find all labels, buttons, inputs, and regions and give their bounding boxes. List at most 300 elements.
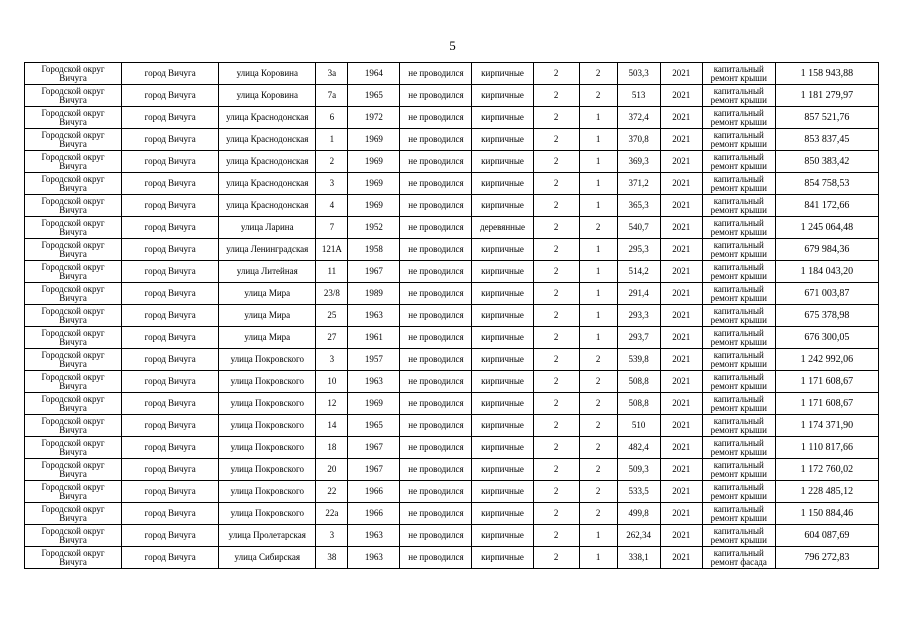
build-year-cell: 1966 [348,481,400,503]
entrances-cell: 2 [579,85,617,107]
wall-material-cell: деревянные [472,217,533,239]
area-cell: 293,7 [617,327,660,349]
district-cell: Городской округ Вичуга [25,129,122,151]
city-cell: город Вичуга [122,63,219,85]
work-type-cell: капитальный ремонт крыши [702,129,775,151]
house-number-cell: 38 [316,547,348,569]
area-cell: 293,3 [617,305,660,327]
build-year-cell: 1969 [348,151,400,173]
build-year-cell: 1963 [348,371,400,393]
cost-cell: 1 245 064,48 [775,217,878,239]
privatization-cell: не проводился [400,437,472,459]
build-year-cell: 1957 [348,349,400,371]
street-cell: улица Покровского [219,481,316,503]
area-cell: 513 [617,85,660,107]
entrances-cell: 1 [579,239,617,261]
plan-year-cell: 2021 [660,283,702,305]
cost-cell: 1 158 943,88 [775,63,878,85]
street-cell: улица Покровского [219,459,316,481]
house-number-cell: 27 [316,327,348,349]
entrances-cell: 1 [579,305,617,327]
street-cell: улица Ленинградская [219,239,316,261]
build-year-cell: 1969 [348,195,400,217]
plan-year-cell: 2021 [660,195,702,217]
cost-cell: 1 171 608,67 [775,393,878,415]
street-cell: улица Покровского [219,415,316,437]
floors-cell: 2 [533,107,579,129]
house-number-cell: 25 [316,305,348,327]
floors-cell: 2 [533,63,579,85]
work-type-cell: капитальный ремонт крыши [702,283,775,305]
work-type-cell: капитальный ремонт крыши [702,85,775,107]
plan-year-cell: 2021 [660,437,702,459]
area-cell: 370,8 [617,129,660,151]
privatization-cell: не проводился [400,239,472,261]
floors-cell: 2 [533,283,579,305]
house-number-cell: 14 [316,415,348,437]
entrances-cell: 2 [579,63,617,85]
work-type-cell: капитальный ремонт крыши [702,371,775,393]
house-number-cell: 7 [316,217,348,239]
plan-year-cell: 2021 [660,525,702,547]
table-row [25,239,879,261]
cost-cell: 1 228 485,12 [775,481,878,503]
district-cell: Городской округ Вичуга [25,525,122,547]
wall-material-cell: кирпичные [472,393,533,415]
floors-cell: 2 [533,415,579,437]
entrances-cell: 2 [579,415,617,437]
plan-year-cell: 2021 [660,151,702,173]
area-cell: 499,8 [617,503,660,525]
district-cell: Городской округ Вичуга [25,305,122,327]
privatization-cell: не проводился [400,129,472,151]
street-cell: улица Ларина [219,217,316,239]
floors-cell: 2 [533,129,579,151]
wall-material-cell: кирпичные [472,107,533,129]
build-year-cell: 1972 [348,107,400,129]
wall-material-cell: кирпичные [472,547,533,569]
build-year-cell: 1952 [348,217,400,239]
house-number-cell: 3 [316,173,348,195]
area-cell: 369,3 [617,151,660,173]
build-year-cell: 1967 [348,261,400,283]
work-type-cell: капитальный ремонт крыши [702,525,775,547]
street-cell: улица Краснодонская [219,129,316,151]
privatization-cell: не проводился [400,393,472,415]
cost-cell: 1 242 992,06 [775,349,878,371]
entrances-cell: 1 [579,129,617,151]
plan-year-cell: 2021 [660,327,702,349]
entrances-cell: 2 [579,349,617,371]
street-cell: улица Краснодонская [219,173,316,195]
plan-year-cell: 2021 [660,305,702,327]
plan-year-cell: 2021 [660,393,702,415]
district-cell: Городской округ Вичуга [25,349,122,371]
plan-year-cell: 2021 [660,261,702,283]
city-cell: город Вичуга [122,415,219,437]
house-number-cell: 3а [316,63,348,85]
table-row [25,327,879,349]
build-year-cell: 1969 [348,173,400,195]
privatization-cell: не проводился [400,547,472,569]
street-cell: улица Коровина [219,85,316,107]
privatization-cell: не проводился [400,371,472,393]
district-cell: Городской округ Вичуга [25,195,122,217]
district-cell: Городской округ Вичуга [25,437,122,459]
work-type-cell: капитальный ремонт крыши [702,261,775,283]
privatization-cell: не проводился [400,525,472,547]
work-type-cell: капитальный ремонт крыши [702,173,775,195]
area-cell: 365,3 [617,195,660,217]
city-cell: город Вичуга [122,349,219,371]
street-cell: улица Покровского [219,349,316,371]
table-row [25,503,879,525]
build-year-cell: 1963 [348,525,400,547]
district-cell: Городской округ Вичуга [25,459,122,481]
wall-material-cell: кирпичные [472,195,533,217]
cost-cell: 604 087,69 [775,525,878,547]
table-row [25,393,879,415]
district-cell: Городской округ Вичуга [25,371,122,393]
floors-cell: 2 [533,371,579,393]
build-year-cell: 1967 [348,459,400,481]
wall-material-cell: кирпичные [472,63,533,85]
table-row [25,525,879,547]
floors-cell: 2 [533,85,579,107]
plan-year-cell: 2021 [660,129,702,151]
floors-cell: 2 [533,195,579,217]
city-cell: город Вичуга [122,129,219,151]
city-cell: город Вичуга [122,173,219,195]
entrances-cell: 1 [579,173,617,195]
work-type-cell: капитальный ремонт крыши [702,437,775,459]
work-type-cell: капитальный ремонт крыши [702,327,775,349]
table-row [25,305,879,327]
city-cell: город Вичуга [122,305,219,327]
work-type-cell: капитальный ремонт крыши [702,459,775,481]
city-cell: город Вичуга [122,261,219,283]
district-cell: Городской округ Вичуга [25,239,122,261]
house-number-cell: 7а [316,85,348,107]
entrances-cell: 1 [579,195,617,217]
floors-cell: 2 [533,305,579,327]
area-cell: 372,4 [617,107,660,129]
house-number-cell: 23/8 [316,283,348,305]
district-cell: Городской округ Вичуга [25,481,122,503]
area-cell: 503,3 [617,63,660,85]
table-row [25,217,879,239]
plan-year-cell: 2021 [660,239,702,261]
build-year-cell: 1963 [348,547,400,569]
city-cell: город Вичуга [122,85,219,107]
entrances-cell: 2 [579,481,617,503]
floors-cell: 2 [533,459,579,481]
floors-cell: 2 [533,151,579,173]
street-cell: улица Мира [219,283,316,305]
plan-year-cell: 2021 [660,371,702,393]
wall-material-cell: кирпичные [472,173,533,195]
table-row [25,63,879,85]
area-cell: 514,2 [617,261,660,283]
city-cell: город Вичуга [122,195,219,217]
plan-year-cell: 2021 [660,173,702,195]
cost-cell: 1 172 760,02 [775,459,878,481]
cost-cell: 1 174 371,90 [775,415,878,437]
city-cell: город Вичуга [122,481,219,503]
area-cell: 539,8 [617,349,660,371]
wall-material-cell: кирпичные [472,481,533,503]
build-year-cell: 1961 [348,327,400,349]
table-row [25,437,879,459]
wall-material-cell: кирпичные [472,239,533,261]
district-cell: Городской округ Вичуга [25,85,122,107]
area-cell: 533,5 [617,481,660,503]
district-cell: Городской округ Вичуга [25,393,122,415]
floors-cell: 2 [533,525,579,547]
wall-material-cell: кирпичные [472,525,533,547]
city-cell: город Вичуга [122,107,219,129]
table-row [25,283,879,305]
plan-year-cell: 2021 [660,503,702,525]
cost-cell: 1 110 817,66 [775,437,878,459]
street-cell: улица Краснодонская [219,107,316,129]
entrances-cell: 1 [579,547,617,569]
wall-material-cell: кирпичные [472,261,533,283]
cost-cell: 679 984,36 [775,239,878,261]
city-cell: город Вичуга [122,437,219,459]
privatization-cell: не проводился [400,481,472,503]
work-type-cell: капитальный ремонт крыши [702,239,775,261]
wall-material-cell: кирпичные [472,503,533,525]
house-number-cell: 22 [316,481,348,503]
floors-cell: 2 [533,327,579,349]
house-number-cell: 10 [316,371,348,393]
area-cell: 338,1 [617,547,660,569]
district-cell: Городской округ Вичуга [25,107,122,129]
privatization-cell: не проводился [400,85,472,107]
cost-cell: 675 378,98 [775,305,878,327]
build-year-cell: 1965 [348,415,400,437]
entrances-cell: 1 [579,151,617,173]
wall-material-cell: кирпичные [472,371,533,393]
house-number-cell: 3 [316,525,348,547]
district-cell: Городской округ Вичуга [25,415,122,437]
work-type-cell: капитальный ремонт крыши [702,217,775,239]
wall-material-cell: кирпичные [472,151,533,173]
entrances-cell: 1 [579,283,617,305]
area-cell: 371,2 [617,173,660,195]
work-type-cell: капитальный ремонт крыши [702,151,775,173]
privatization-cell: не проводился [400,349,472,371]
table-row [25,173,879,195]
privatization-cell: не проводился [400,195,472,217]
street-cell: улица Литейная [219,261,316,283]
floors-cell: 2 [533,239,579,261]
cost-cell: 853 837,45 [775,129,878,151]
area-cell: 262,34 [617,525,660,547]
work-type-cell: капитальный ремонт крыши [702,63,775,85]
cost-cell: 1 181 279,97 [775,85,878,107]
city-cell: город Вичуга [122,459,219,481]
plan-year-cell: 2021 [660,349,702,371]
wall-material-cell: кирпичные [472,349,533,371]
city-cell: город Вичуга [122,217,219,239]
city-cell: город Вичуга [122,327,219,349]
floors-cell: 2 [533,437,579,459]
build-year-cell: 1969 [348,393,400,415]
district-cell: Городской округ Вичуга [25,63,122,85]
plan-year-cell: 2021 [660,415,702,437]
privatization-cell: не проводился [400,173,472,195]
house-number-cell: 22а [316,503,348,525]
privatization-cell: не проводился [400,217,472,239]
table-body [25,63,879,569]
table-row [25,415,879,437]
build-year-cell: 1963 [348,305,400,327]
build-year-cell: 1965 [348,85,400,107]
plan-year-cell: 2021 [660,63,702,85]
city-cell: город Вичуга [122,239,219,261]
privatization-cell: не проводился [400,261,472,283]
house-number-cell: 20 [316,459,348,481]
area-cell: 482,4 [617,437,660,459]
district-cell: Городской округ Вичуга [25,173,122,195]
floors-cell: 2 [533,349,579,371]
wall-material-cell: кирпичные [472,437,533,459]
cost-cell: 1 150 884,46 [775,503,878,525]
floors-cell: 2 [533,547,579,569]
build-year-cell: 1958 [348,239,400,261]
privatization-cell: не проводился [400,459,472,481]
house-number-cell: 1 [316,129,348,151]
build-year-cell: 1969 [348,129,400,151]
table-row [25,349,879,371]
cost-cell: 850 383,42 [775,151,878,173]
table-row [25,459,879,481]
plan-year-cell: 2021 [660,481,702,503]
street-cell: улица Пролетарская [219,525,316,547]
entrances-cell: 2 [579,393,617,415]
work-type-cell: капитальный ремонт крыши [702,481,775,503]
work-type-cell: капитальный ремонт крыши [702,349,775,371]
entrances-cell: 2 [579,371,617,393]
plan-year-cell: 2021 [660,107,702,129]
wall-material-cell: кирпичные [472,415,533,437]
street-cell: улица Коровина [219,63,316,85]
cost-cell: 1 171 608,67 [775,371,878,393]
privatization-cell: не проводился [400,63,472,85]
build-year-cell: 1964 [348,63,400,85]
plan-year-cell: 2021 [660,217,702,239]
area-cell: 508,8 [617,393,660,415]
page-number: 5 [449,38,456,53]
build-year-cell: 1966 [348,503,400,525]
privatization-cell: не проводился [400,415,472,437]
cost-cell: 841 172,66 [775,195,878,217]
entrances-cell: 2 [579,217,617,239]
house-number-cell: 6 [316,107,348,129]
floors-cell: 2 [533,173,579,195]
wall-material-cell: кирпичные [472,459,533,481]
floors-cell: 2 [533,393,579,415]
wall-material-cell: кирпичные [472,129,533,151]
house-number-cell: 12 [316,393,348,415]
work-type-cell: капитальный ремонт фасада [702,547,775,569]
table-row [25,261,879,283]
table-row [25,481,879,503]
street-cell: улица Мира [219,305,316,327]
house-number-cell: 11 [316,261,348,283]
table-row [25,547,879,569]
street-cell: улица Покровского [219,371,316,393]
area-cell: 509,3 [617,459,660,481]
district-cell: Городской округ Вичуга [25,283,122,305]
cost-cell: 671 003,87 [775,283,878,305]
street-cell: улица Покровского [219,503,316,525]
area-cell: 291,4 [617,283,660,305]
street-cell: улица Мира [219,327,316,349]
street-cell: улица Покровского [219,437,316,459]
district-cell: Городской округ Вичуга [25,151,122,173]
house-number-cell: 3 [316,349,348,371]
wall-material-cell: кирпичные [472,305,533,327]
work-type-cell: капитальный ремонт крыши [702,393,775,415]
privatization-cell: не проводился [400,503,472,525]
street-cell: улица Краснодонская [219,195,316,217]
build-year-cell: 1967 [348,437,400,459]
city-cell: город Вичуга [122,525,219,547]
work-type-cell: капитальный ремонт крыши [702,305,775,327]
floors-cell: 2 [533,503,579,525]
privatization-cell: не проводился [400,283,472,305]
entrances-cell: 2 [579,459,617,481]
plan-year-cell: 2021 [660,547,702,569]
work-type-cell: капитальный ремонт крыши [702,415,775,437]
area-cell: 540,7 [617,217,660,239]
table-row [25,195,879,217]
cost-cell: 854 758,53 [775,173,878,195]
table-row [25,371,879,393]
area-cell: 510 [617,415,660,437]
district-cell: Городской округ Вичуга [25,327,122,349]
plan-year-cell: 2021 [660,85,702,107]
table-row [25,151,879,173]
city-cell: город Вичуга [122,371,219,393]
house-number-cell: 2 [316,151,348,173]
cost-cell: 857 521,76 [775,107,878,129]
district-cell: Городской округ Вичуга [25,547,122,569]
privatization-cell: не проводился [400,305,472,327]
work-type-cell: капитальный ремонт крыши [702,107,775,129]
build-year-cell: 1989 [348,283,400,305]
cost-cell: 1 184 043,20 [775,261,878,283]
cost-cell: 796 272,83 [775,547,878,569]
wall-material-cell: кирпичные [472,327,533,349]
city-cell: город Вичуга [122,151,219,173]
city-cell: город Вичуга [122,503,219,525]
area-cell: 508,8 [617,371,660,393]
city-cell: город Вичуга [122,393,219,415]
district-cell: Городской округ Вичуга [25,217,122,239]
entrances-cell: 1 [579,107,617,129]
street-cell: улица Сибирская [219,547,316,569]
cost-cell: 676 300,05 [775,327,878,349]
city-cell: город Вичуга [122,547,219,569]
privatization-cell: не проводился [400,107,472,129]
district-cell: Городской округ Вичуга [25,503,122,525]
floors-cell: 2 [533,261,579,283]
privatization-cell: не проводился [400,151,472,173]
